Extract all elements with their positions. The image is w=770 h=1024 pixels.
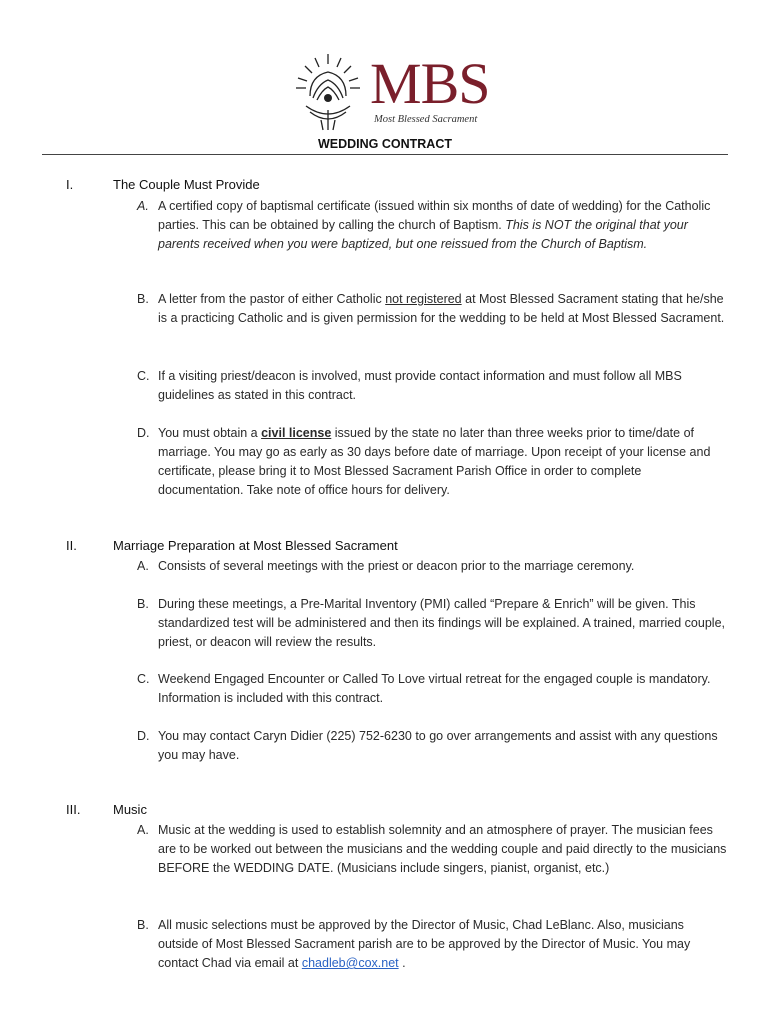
section-1-item-a	[137, 197, 727, 254]
email-link[interactable]: chadleb@cox.net	[301, 956, 399, 970]
item-label: A.	[137, 199, 149, 213]
item-text: Consists of several meetings with the priest or deacon prior to the marriage ceremony.	[158, 559, 635, 573]
logo-subtitle: Most Blessed Sacrament	[374, 114, 478, 125]
item-text: A letter from the pastor of either Catholic	[158, 292, 382, 306]
item-label: C.	[137, 369, 150, 383]
item-text: Weekend Engaged Encounter or Called To Love virtual retreat for the engaged couple is mandatory. Information is included with this contract.	[158, 672, 711, 705]
item-label: B.	[137, 918, 149, 932]
item-text-cont: issued by the state no later than three weeks prior to time/date of marriage. You may go as early as 30 days before date of marriage. Upon receipt of your license and certificate, please bring it to Most Blessed Sacrament Parish Office in order to complete documentation. Take note of office hours for delivery.	[158, 426, 711, 497]
item-label: A.	[137, 823, 149, 837]
section-1-item-b	[137, 290, 727, 328]
item-text: You must obtain a	[158, 426, 258, 440]
section-2-item-c	[137, 670, 727, 708]
pelican-emblem-icon	[288, 50, 368, 134]
section-2-item-b	[137, 595, 727, 652]
section-2-number: II.	[66, 538, 77, 553]
section-2-item-d	[137, 727, 727, 765]
item-text: You may contact Caryn Didier (225) 752-6230 to go over arrangements and assist with any questions you may have.	[158, 729, 718, 762]
item-emphasis: This is NOT the original that your parents received when you were baptized, but one reissued from the Church of Baptism.	[158, 218, 688, 251]
item-label: A.	[137, 559, 149, 573]
title-divider	[42, 154, 728, 155]
item-text: During these meetings, a Pre-Marital Inventory (PMI) called “Prepare & Enrich” will be given. This standardized test will be administered and then its findings will be explained. A trained, married couple, priest, or deacon will review the results.	[158, 597, 725, 649]
section-3-number: III.	[66, 802, 81, 817]
item-text: Music at the wedding is used to establish solemnity and an atmosphere of prayer. The musician fees are to be worked out between the musicians and the wedding couple and paid directly to the musicians BEFORE the WEDDING DATE. (Musicians include singers, pianist, organist, etc.)	[158, 823, 727, 875]
item-text: If a visiting priest/deacon is involved, must provide contact information and must follow all MBS guidelines as stated in this contract.	[158, 369, 682, 402]
section-3-item-a	[137, 821, 727, 878]
item-label: B.	[137, 597, 149, 611]
section-2-title: Marriage Preparation at Most Blessed Sacrament	[113, 538, 398, 553]
logo-wordmark: MBS	[370, 51, 490, 116]
section-1-number: I.	[66, 177, 74, 192]
item-text-cont: at Most Blessed Sacrament stating that he/she is a practicing Catholic and is given permission for the wedding to be held at Most Blessed Sacrament.	[158, 292, 725, 325]
section-1-item-c	[137, 367, 727, 405]
section-2-item-a	[137, 557, 727, 576]
item-text-end: .	[402, 956, 406, 970]
item-text: All music selections must be approved by the Director of Music, Chad LeBlanc. Also, musicians outside of Most Blessed Sacrament parish are to be approved by the Director of Music. You may contact Chad via email at	[158, 918, 691, 970]
item-label: D.	[137, 426, 150, 440]
underlined-text: not registered	[385, 292, 462, 306]
section-3-item-b	[137, 916, 727, 973]
item-label: D.	[137, 729, 150, 743]
underlined-text: civil license	[261, 426, 332, 440]
item-text: A certified copy of baptismal certificate (issued within six months of date of wedding) for the Catholic parties. This can be obtained by calling the church of Baptism.	[158, 199, 711, 232]
item-label: B.	[137, 292, 149, 306]
document-title: WEDDING CONTRACT	[317, 137, 452, 151]
section-1-title: The Couple Must Provide	[113, 177, 260, 192]
section-1-item-d	[137, 424, 727, 500]
section-3-title: Music	[113, 802, 147, 817]
mbs-logo	[288, 50, 490, 134]
item-label: C.	[137, 672, 150, 686]
